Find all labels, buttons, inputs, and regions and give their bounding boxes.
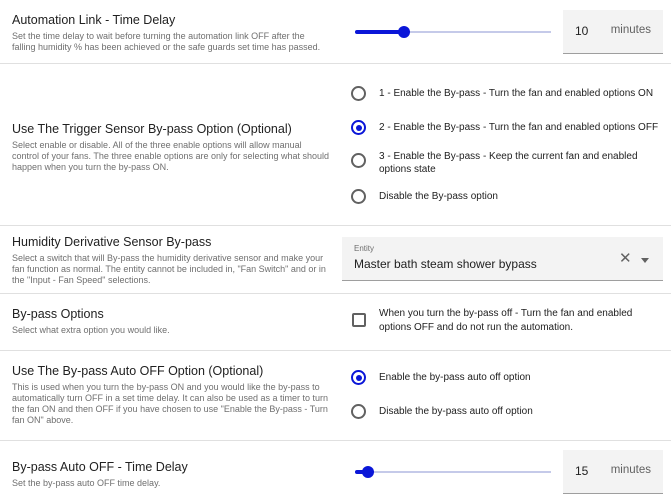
slider-thumb[interactable] xyxy=(362,466,374,478)
derivative-bypass-description: Select a switch that will By-pass the humidity derivative sensor and make your fan function as normal. The entity cannot be included in, "Fan Switch" and or in the "Input - Fan Speed" selections. xyxy=(12,253,326,285)
auto-off-delay-row xyxy=(0,441,671,500)
bypass-options-title: By-pass Options xyxy=(12,307,104,321)
automation-delay-slider[interactable] xyxy=(355,25,551,39)
trigger-bypass-title: Use The Trigger Sensor By-pass Option (Optional) xyxy=(12,122,292,136)
slider-track xyxy=(355,471,551,473)
trigger-bypass-option-3[interactable] xyxy=(351,151,666,175)
radio-button[interactable] xyxy=(351,153,366,168)
radio-label: Enable the by-pass auto off option xyxy=(379,372,531,383)
auto-off-option-enable[interactable] xyxy=(351,368,666,386)
bypass-options-description: Select what extra option you would like. xyxy=(12,325,170,335)
radio-button-selected[interactable] xyxy=(351,120,366,135)
trigger-bypass-option-2[interactable] xyxy=(351,118,666,136)
auto-off-delay-text xyxy=(12,459,330,489)
auto-off-delay-slider[interactable] xyxy=(355,465,551,479)
auto-off-row xyxy=(0,351,671,441)
radio-label: Disable the by-pass auto off option xyxy=(379,406,533,417)
close-icon[interactable]: ✕ xyxy=(619,250,632,267)
auto-off-title: Use The By-pass Auto OFF Option (Optional) xyxy=(12,364,264,378)
automation-delay-row xyxy=(0,0,671,64)
derivative-bypass-text xyxy=(12,234,330,286)
trigger-bypass-option-1[interactable] xyxy=(351,84,666,102)
entity-field-label: Entity xyxy=(354,244,375,253)
trigger-bypass-description: Select enable or disable. All of the three enable options will allow manual control of your fans. The three enable options are only for selecting what should happen when you turn the by-pass ON. xyxy=(12,140,330,172)
automation-delay-text xyxy=(12,12,330,53)
auto-off-delay-value: 15 xyxy=(575,464,589,478)
entity-field-value: Master bath steam shower bypass xyxy=(354,257,537,271)
slider-fill xyxy=(355,30,404,34)
bypass-options-text xyxy=(12,306,330,336)
trigger-bypass-row xyxy=(0,64,671,226)
auto-off-delay-description: Set the by-pass auto OFF time delay. xyxy=(12,478,161,488)
radio-label: Disable the By-pass option xyxy=(379,191,498,202)
slider-thumb[interactable] xyxy=(398,26,410,38)
auto-off-description: This is used when you turn the by-pass ON and you would like the by-pass to automatically turn OFF in a set time delay. It can also be used as a timer to turn the fan ON and then OFF if you have chosen to use "Enable the By-pass - Turn fan ON" above. xyxy=(12,382,328,425)
entity-picker[interactable] xyxy=(342,237,663,281)
automation-delay-value: 10 xyxy=(575,24,589,38)
radio-label: 1 - Enable the By-pass - Turn the fan and enabled options ON xyxy=(379,88,654,99)
radio-label: 2 - Enable the By-pass - Turn the fan and enabled options OFF xyxy=(379,122,659,133)
radio-button[interactable] xyxy=(351,404,366,419)
automation-delay-unit: minutes xyxy=(610,24,651,36)
bypass-off-checkbox-label: When you turn the by-pass off - Turn the fan and enabled options OFF and do not run the automation. xyxy=(379,308,633,333)
bypass-off-checkbox[interactable] xyxy=(352,313,366,327)
automation-delay-description: Set the time delay to wait before turning the automation link OFF after the falling humidity % has been achieved or the safe guards set time has passed. xyxy=(12,31,321,52)
auto-off-text xyxy=(12,363,330,426)
auto-off-delay-unit: minutes xyxy=(610,464,651,476)
radio-label: 3 - Enable the By-pass - Keep the current fan and enabled options state xyxy=(379,151,638,175)
trigger-bypass-text xyxy=(12,121,330,173)
triangle-down-icon[interactable] xyxy=(641,258,649,263)
radio-button[interactable] xyxy=(351,189,366,204)
trigger-bypass-option-disable[interactable] xyxy=(351,187,666,205)
automation-delay-input[interactable] xyxy=(563,10,663,54)
auto-off-delay-title: By-pass Auto OFF - Time Delay xyxy=(12,460,188,474)
auto-off-delay-input[interactable] xyxy=(563,450,663,494)
derivative-bypass-title: Humidity Derivative Sensor By-pass xyxy=(12,235,212,249)
auto-off-option-disable[interactable] xyxy=(351,402,666,420)
radio-button[interactable] xyxy=(351,86,366,101)
radio-button-selected[interactable] xyxy=(351,370,366,385)
automation-delay-title: Automation Link - Time Delay xyxy=(12,13,176,27)
